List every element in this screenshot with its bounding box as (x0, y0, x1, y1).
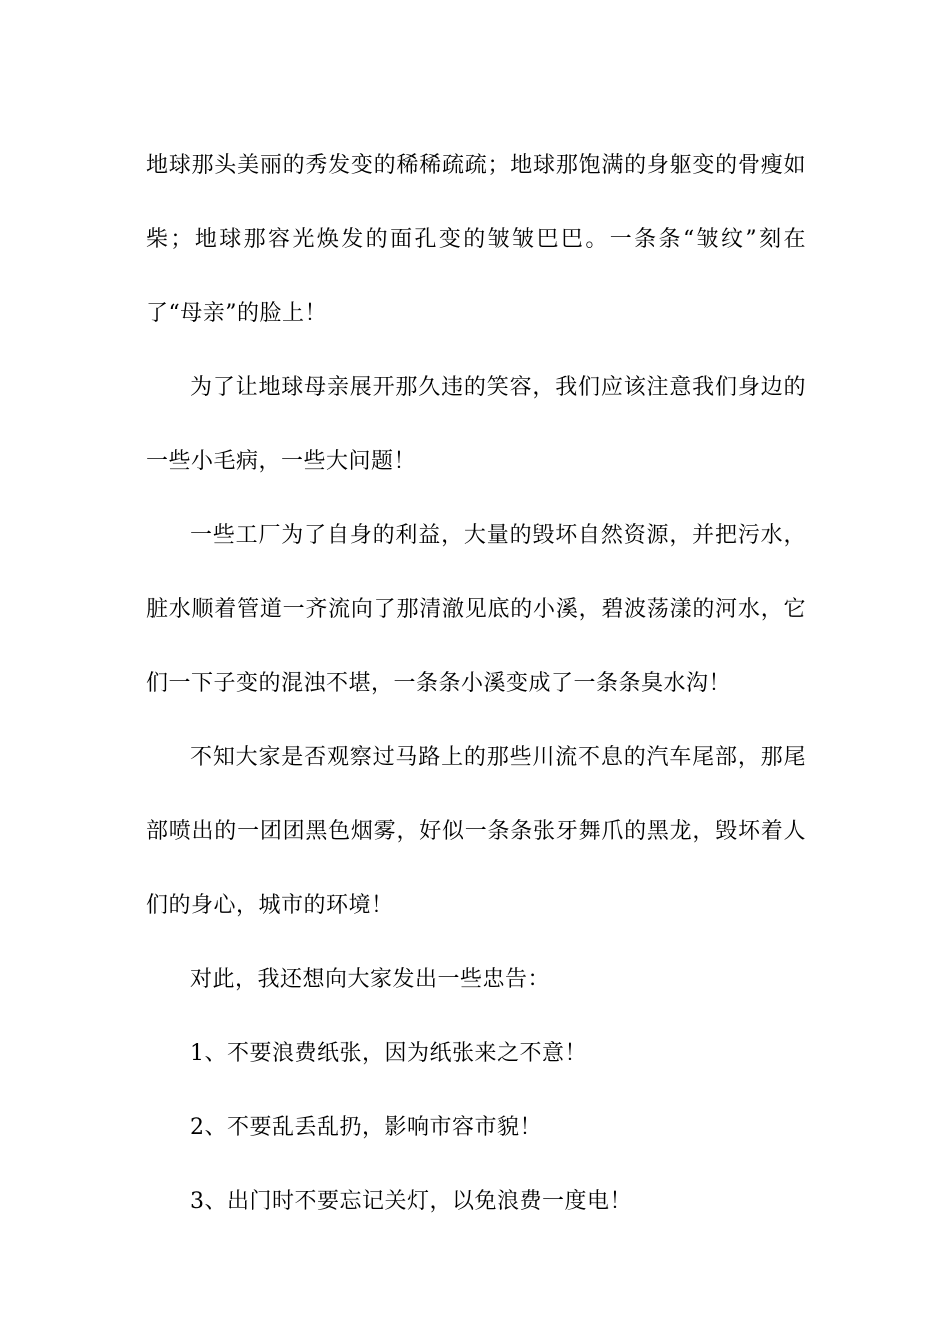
paragraph-car-exhaust: 不知大家是否观察过马路上的那些川流不息的汽车尾部，那尾部喷出的一团团黑色烟雾，好似一条条张牙舞爪的黑龙，毁坏着人们的身心，城市的环境！ (146, 745, 806, 918)
advice-item-1: 1、不要浪费纸张，因为纸张来之不意！ (190, 1041, 587, 1066)
paragraph-earth-smile: 为了让地球母亲展开那久违的笑容，我们应该注意我们身边的一些小毛病，一些大问题！ (146, 375, 806, 474)
paragraph-earth-wrinkles: 地球那头美丽的秀发变的稀稀疏疏；地球那饱满的身躯变的骨瘦如柴；地球那容光焕发的面孔变的皱皱巴巴。一条条“皱纹”刻在了“母亲”的脸上！ (146, 153, 806, 326)
paragraph-factory-pollution: 一些工厂为了自身的利益，大量的毁坏自然资源，并把污水，脏水顺着管道一齐流向了那清澈见底的小溪，碧波荡漾的河水，它们一下子变的混浊不堪，一条条小溪变成了一条条臭水沟！ (146, 523, 806, 696)
paragraph-advice-intro: 对此，我还想向大家发出一些忠告： (190, 967, 551, 992)
document-body (146, 129, 806, 1239)
advice-item-3: 3、出门时不要忘记关灯，以免浪费一度电！ (190, 1189, 632, 1214)
advice-item-2: 2、不要乱丢乱扔，影响市容市貌！ (190, 1115, 542, 1140)
